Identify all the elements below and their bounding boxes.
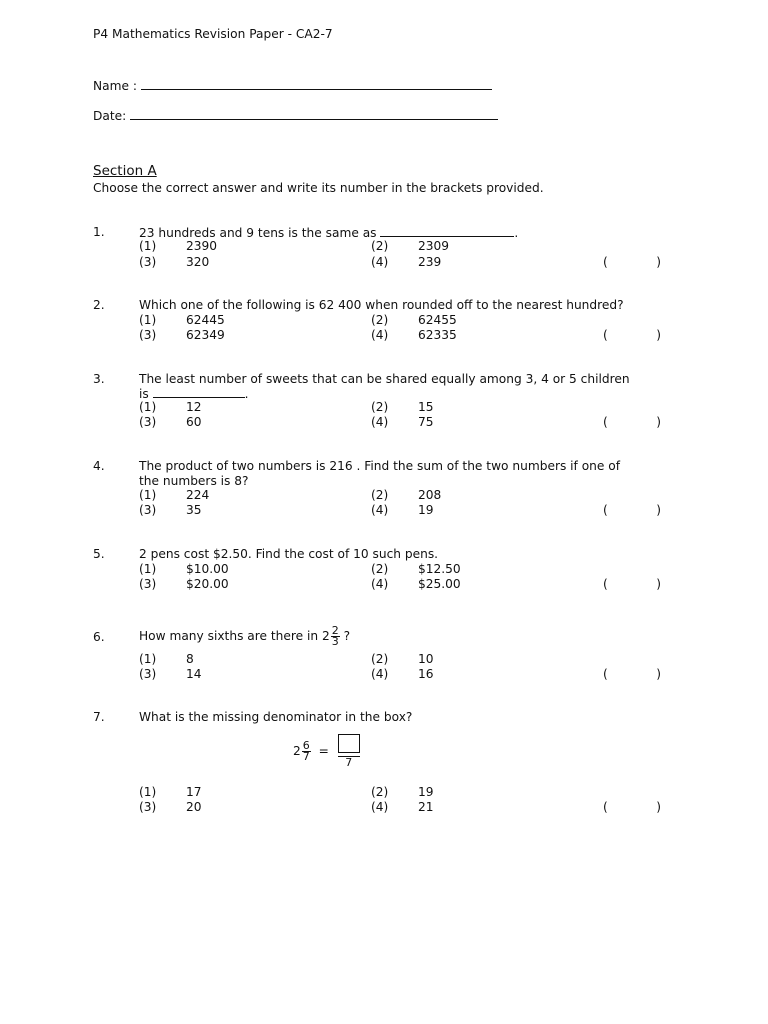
fraction-numerator: 6 [302, 739, 310, 752]
mixed-number [321, 624, 340, 648]
question-text-body: 23 hundreds and 9 tens is the same as [139, 226, 377, 240]
bracket-close: ) [656, 667, 661, 681]
option-value: 12 [186, 400, 202, 414]
name-line[interactable] [141, 78, 492, 90]
bracket-open: ( [603, 667, 608, 681]
bracket-close: ) [656, 415, 661, 429]
section-title: Section A [93, 163, 157, 179]
question-text-end: . [514, 226, 519, 240]
option-value: $10.00 [186, 562, 229, 576]
bracket-open: ( [603, 800, 608, 814]
option-label: (4) [371, 503, 389, 517]
answer-blank [380, 225, 514, 237]
option-value: 62455 [418, 313, 457, 327]
option-value: 19 [418, 503, 434, 517]
question-number: 4. [93, 459, 105, 473]
fraction [302, 741, 311, 762]
option-label: (4) [371, 328, 389, 342]
option-value: 320 [186, 255, 210, 269]
question-text: The product of two numbers is 216 . Find the sum of the two numbers if one of [139, 459, 621, 473]
answer-blank [153, 386, 245, 398]
bracket-close: ) [656, 503, 661, 517]
option-label: (2) [371, 239, 389, 253]
option-value: 14 [186, 667, 202, 681]
option-value: 75 [418, 415, 434, 429]
option-label: (2) [371, 652, 389, 666]
option-value: 62335 [418, 328, 457, 342]
question-number: 2. [93, 298, 105, 312]
bracket-close: ) [656, 577, 661, 591]
bracket-close: ) [656, 255, 661, 269]
fraction [331, 626, 340, 647]
missing-number-box [338, 734, 360, 753]
option-label: (3) [139, 503, 157, 517]
option-label: (1) [139, 239, 157, 253]
option-value: 19 [418, 785, 434, 799]
fraction-denominator: 3 [331, 635, 339, 648]
option-value: 2390 [186, 239, 218, 253]
bracket-close: ) [656, 800, 661, 814]
name-field[interactable] [93, 78, 492, 94]
question-text-line2: the numbers is 8? [139, 474, 249, 488]
bracket-open: ( [603, 503, 608, 517]
question-text: 2 pens cost $2.50. Find the cost of 10 such pens. [139, 547, 439, 561]
question-text-end: . [244, 387, 249, 401]
section-instruction: Choose the correct answer and write its number in the brackets provided. [93, 181, 544, 195]
option-label: (1) [139, 785, 157, 799]
option-label: (1) [139, 562, 157, 576]
option-label: (2) [371, 562, 389, 576]
question-text [139, 622, 350, 650]
equals-sign: = [318, 744, 329, 758]
option-value: 239 [418, 255, 442, 269]
option-value: $25.00 [418, 577, 461, 591]
question-number: 6. [93, 630, 105, 644]
question-text-end: ? [343, 629, 351, 643]
equation [293, 734, 360, 769]
question-number: 3. [93, 372, 105, 386]
option-label: (2) [371, 785, 389, 799]
option-value: 17 [186, 785, 202, 799]
fraction-denominator: 7 [302, 750, 310, 763]
bracket-open: ( [603, 577, 608, 591]
option-label: (4) [371, 577, 389, 591]
bracket-open: ( [603, 328, 608, 342]
question-text-body: is [139, 387, 149, 401]
option-value: $12.50 [418, 562, 461, 576]
mixed-whole: 2 [321, 629, 330, 643]
option-value: 10 [418, 652, 434, 666]
question-text: Which one of the following is 62 400 when rounded off to the nearest hundred? [139, 298, 624, 312]
option-value: 62349 [186, 328, 225, 342]
fraction-denominator: 7 [345, 756, 353, 769]
bracket-open: ( [603, 415, 608, 429]
question-number: 1. [93, 225, 105, 239]
option-value: 62445 [186, 313, 225, 327]
mixed-whole: 2 [293, 744, 301, 758]
option-label: (4) [371, 255, 389, 269]
option-value: 15 [418, 400, 434, 414]
date-field[interactable] [93, 108, 498, 124]
option-value: 224 [186, 488, 210, 502]
name-label: Name : [93, 79, 137, 93]
option-label: (1) [139, 488, 157, 502]
bracket-close: ) [656, 328, 661, 342]
bracket-open: ( [603, 255, 608, 269]
paper-title: P4 Mathematics Revision Paper - CA2-7 [93, 27, 333, 41]
option-label: (2) [371, 488, 389, 502]
date-label: Date: [93, 109, 127, 123]
option-label: (4) [371, 415, 389, 429]
option-value: 20 [186, 800, 202, 814]
fraction-with-box [338, 734, 360, 769]
question-number: 5. [93, 547, 105, 561]
option-label: (2) [371, 400, 389, 414]
question-number: 7. [93, 710, 105, 724]
option-label: (3) [139, 577, 157, 591]
option-label: (1) [139, 652, 157, 666]
option-label: (3) [139, 415, 157, 429]
option-value: 35 [186, 503, 202, 517]
option-label: (3) [139, 328, 157, 342]
option-label: (3) [139, 800, 157, 814]
option-label: (4) [371, 800, 389, 814]
fraction-numerator: 2 [331, 624, 339, 637]
option-value: 208 [418, 488, 442, 502]
option-value: 8 [186, 652, 194, 666]
date-line[interactable] [130, 108, 498, 120]
option-label: (1) [139, 400, 157, 414]
option-value: 21 [418, 800, 434, 814]
question-text: The least number of sweets that can be shared equally among 3, 4 or 5 children [139, 372, 630, 386]
option-label: (3) [139, 255, 157, 269]
question-text-body: How many sixths are there in [139, 629, 319, 643]
option-value: 16 [418, 667, 434, 681]
option-label: (1) [139, 313, 157, 327]
option-label: (2) [371, 313, 389, 327]
option-label: (3) [139, 667, 157, 681]
option-value: 2309 [418, 239, 450, 253]
fraction-numerator [338, 734, 360, 757]
question-text: What is the missing denominator in the box? [139, 710, 413, 724]
option-label: (4) [371, 667, 389, 681]
option-value: $20.00 [186, 577, 229, 591]
option-value: 60 [186, 415, 202, 429]
